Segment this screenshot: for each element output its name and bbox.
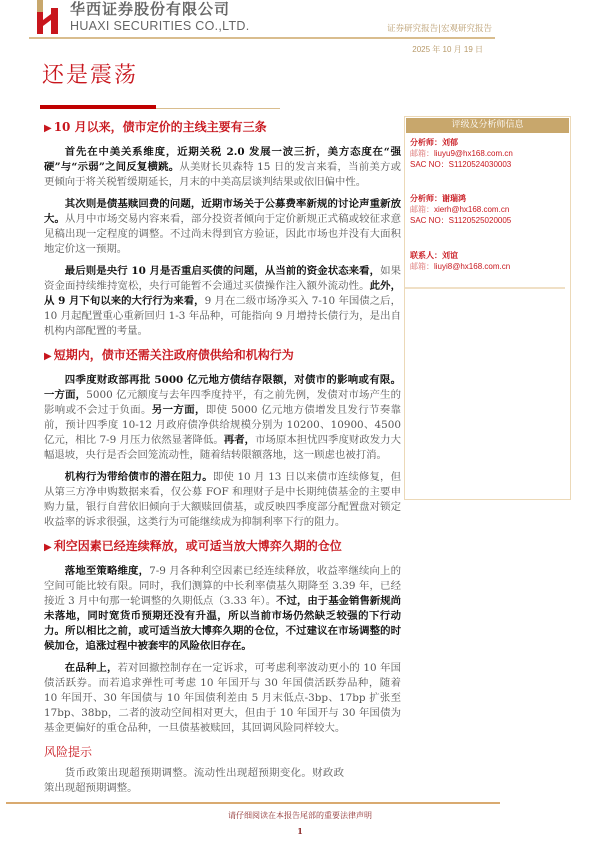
title-underline-tan [156, 108, 280, 109]
bold-text: 另一方面， [151, 404, 206, 416]
footer-divider [6, 802, 500, 804]
triangle-bullet-icon: ▶ [44, 123, 52, 134]
bold-text: 不过，由于基金销售新规尚未落地，同时宽货币预期还没有升温，所以当前市场仍然缺乏较强的下行动力。所以相比之前，或可适当放大博弈久期的仓位，不过建议在市场调整的时候加仓，追涨过程中被套牢的风险依旧存在。 [44, 595, 402, 652]
body-text: 7-9 月各种利空因素已经连续释放，收益率继续向上的空间可能比较有限。同时，我们测算的中长利率债基久期降至 3.39 年，已经接近 3 月中旬那一轮调整的久期低点（3.33 年）。 [44, 565, 401, 607]
paragraph [44, 197, 401, 257]
body-text: 即使 5000 亿元地方债增发且发行节奏靠前，预计四季度 10-12 月政府债净供给规模分别为 10200、10900、4500 亿元，相比 7-9 月压力依然显著降低。 [44, 404, 402, 446]
body-text: 从美财长贝森特 15 日的发言来看，当前美方或更倾向于将关税暂缓期延长，月末的中美高层谈判结果或依旧偏中性。 [44, 161, 401, 188]
triangle-bullet-icon: ▶ [44, 351, 52, 362]
risk-section [44, 744, 344, 796]
section-1 [44, 119, 401, 339]
analyst-card: 分析师：刘郁 邮箱：liuyu9@hx168.com.cn SAC NO：S1120524030003 [410, 137, 513, 169]
analyst-box-title: 评级及分析师信息 [406, 118, 569, 133]
company-name-cn: 华西证券股份有限公司 [70, 0, 231, 18]
company-name-en: HUAXI SECURITIES CO.,LTD. [70, 19, 250, 33]
paragraph [44, 470, 401, 530]
body-text: 9 月在二级市场净买入 7-10 年国债之后，10 月起配置重心重新回归 1-3 年品种，可能指向 9 月增持长债行为，是出自机构内部配置的考量。 [44, 295, 401, 337]
bold-text: 再者， [223, 434, 256, 446]
huaxi-logo [34, 0, 62, 34]
paragraph [44, 373, 401, 463]
contact-card: 联系人：刘谊 邮箱：liuyi8@hx168.com.cn [410, 250, 511, 271]
paragraph [44, 661, 401, 736]
body-text: 从月中市场交易内容来看，部分投资者倾向于定价新规正式稿或较征求意见稿出现一定程度的调整。不过尚未得到官方验证，因此市场也并没有大面积地定价这一预期。 [44, 213, 402, 255]
paragraph [44, 564, 401, 654]
section-heading: ▶ 短期内，债市还需关注政府债供给和机构行为 [44, 348, 294, 362]
paragraph [44, 145, 401, 190]
body-text: 如果资金面持续维持宽松，央行可能暂不会通过买债操作注入额外流动性。 [44, 265, 401, 292]
body-text: 市场原本担忧四季度财政发力大幅退坡，央行是否会回笼流动性，随着结转限额落地，这一顾虑也被打消。 [44, 434, 402, 461]
legal-notice: 请仔细阅读在本报告尾部的重要法律声明 [228, 811, 372, 820]
report-date: 2025 年 10 月 19 日 [412, 45, 483, 54]
section-heading: ▶ 利空因素已经连续释放，或可适当放大博弈久期的仓位 [44, 539, 342, 553]
email-link[interactable]: xierh@hx168.com.cn [434, 205, 510, 214]
bold-text: 其次则是债基赎回费的问题，近期市场关于公募费率新规的讨论声重新放大。 [44, 198, 401, 225]
main-column [44, 119, 401, 796]
bold-text: 在品种上， [64, 662, 118, 674]
section-3 [44, 538, 401, 736]
analyst-card: 分析师：谢瑞鸿 邮箱：xierh@hx168.com.cn SAC NO：S1120525020005 [410, 193, 512, 225]
title-underline-red [40, 105, 156, 109]
box-divider [405, 287, 565, 289]
page-number: 1 [297, 826, 303, 836]
bold-text: 首先在中美关系维度，近期关税 2.0 发展一波三折，美方态度在“强硬”与“示弱”之间反复横跳。 [44, 146, 401, 173]
report-type: 证券研究报告|宏观研究报告 [387, 24, 492, 34]
section-2 [44, 347, 401, 530]
bold-text: 四季度财政部再批 5000 亿元地方债结存限额，对债市的影响或有限。一方面， [44, 374, 401, 401]
bold-text: 此外，从 9 月下旬以来的大行行为来看， [44, 280, 402, 307]
body-text: 即使 10 月 13 日以来债市连续修复，但从第三方净申购数据来看，仅公募 FOF 和理财子是中长期纯债基金的主要申购力量，银行自营依旧倾向于大额赎回债基，或反映四季度部分配置盘对锁定收益率的诉求很强，这类行为可能继续成为抑制利率下行的阻力。 [44, 471, 402, 528]
email-link[interactable]: liuyu9@hx168.com.cn [434, 149, 513, 158]
triangle-bullet-icon: ▶ [44, 542, 52, 553]
risk-heading: 风险提示 [44, 745, 93, 759]
email-link[interactable]: liuyi8@hx168.com.cn [434, 262, 511, 271]
paragraph [44, 264, 401, 339]
header-divider [29, 37, 495, 39]
body-text: 5000 亿元额度与去年四季度持平，有之前先例，发债对市场产生的影响或不会过于负面。 [44, 389, 402, 416]
report-title: 还是震荡 [42, 63, 139, 88]
bold-text: 最后则是央行 10 月是否重启买债的问题，从当前的资金状态来看， [64, 265, 381, 277]
page-footer [0, 802, 600, 845]
analyst-info-box [404, 116, 571, 500]
section-heading: ▶ 10 月以来，债市定价的主线主要有三条 [44, 120, 267, 134]
risk-text: 货币政策出现超预期调整。流动性出现超预期变化。财政政策出现超预期调整。 [44, 767, 344, 794]
bold-text: 落地至策略维度， [64, 565, 150, 577]
bold-text: 机构行为带给债市的潜在阻力。 [64, 471, 213, 483]
body-text: 若对回撤控制存在一定诉求，可考虑利率波动更小的 10 年国债活跃券。而若追求弹性可考虑 10 年国开与 30 年国债活跃券品种，随着 10 年国开、30 年国债与 10 年国债利差由 5 月末低点-3bp、17bp 扩张至 17bp、38bp，二者的波动空间相对更大，但由于 10 年国开与 30 年国债为基金更偏好的重仓品种，一旦债基被赎回，其回调风险同样较大。 [44, 662, 402, 734]
